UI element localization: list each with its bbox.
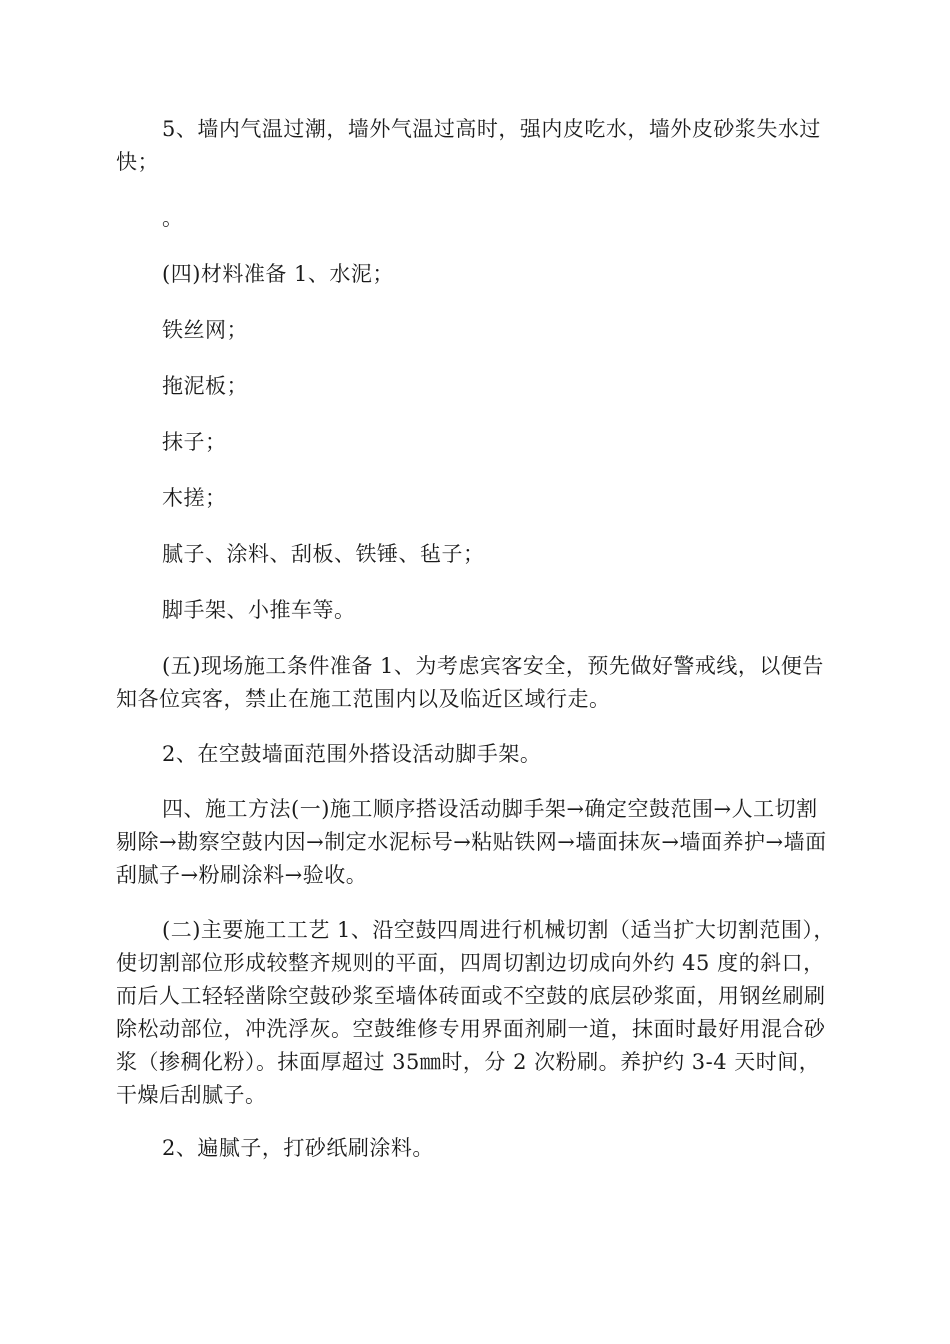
- paragraph-period: 。: [162, 206, 184, 230]
- paragraph-material-wire-mesh: 铁丝网；: [162, 318, 248, 342]
- paragraph-material-mud-board: 拖泥板；: [162, 374, 248, 398]
- paragraph-construction-sequence: 四、施工方法(一)施工顺序搭设活动脚手架→确定空鼓范围→人工切割剔除→勘察空鼓内因→制定水泥标号→粘贴铁网→墙面抹灰→墙面养护→墙面刮腻子→粉刷涂料→验收。: [116, 797, 827, 887]
- document-body: [116, 113, 836, 1165]
- paragraph-materials-heading: (四)材料准备 1、水泥；: [162, 262, 394, 286]
- paragraph-material-scaffold: 脚手架、小推车等。: [162, 598, 356, 622]
- paragraph-site-conditions: (五)现场施工条件准备 1、为考虑宾客安全，预先做好警戒线，以便告知各位宾客，禁止在施工范围内以及临近区域行走。: [116, 654, 824, 711]
- paragraph-material-trowel: 抹子；: [162, 430, 227, 454]
- paragraph-wall-moisture: 5、墙内气温过潮，墙外气温过高时，强内皮吃水，墙外皮砂浆失水过快；: [116, 117, 821, 174]
- paragraph-putty-paint: 2、遍腻子，打砂纸刷涂料。: [162, 1136, 434, 1160]
- paragraph-main-process: (二)主要施工工艺 1、沿空鼓四周进行机械切割（适当扩大切割范围），使切割部位形成较整齐规则的平面，四周切割边切成向外约 45 度的斜口，而后人工轻轻凿除空鼓砂浆至墙体砖面或不空鼓的底层砂浆面，用钢丝刷刷除松动部位，冲洗浮灰。空鼓维修专用界面剂刷一道，抹面时最好用混合砂浆（掺稠化粉）。抹面厚超过 35㎜时，分 2 次粉刷。养护约 3-4 天时间，干燥后刮腻子。: [116, 918, 835, 1107]
- paragraph-material-putty-tools: 腻子、涂料、刮板、铁锤、毡子；: [162, 542, 485, 566]
- paragraph-scaffold-setup: 2、在空鼓墙面范围外搭设活动脚手架。: [162, 742, 542, 766]
- paragraph-material-wood-float: 木搓；: [162, 486, 227, 510]
